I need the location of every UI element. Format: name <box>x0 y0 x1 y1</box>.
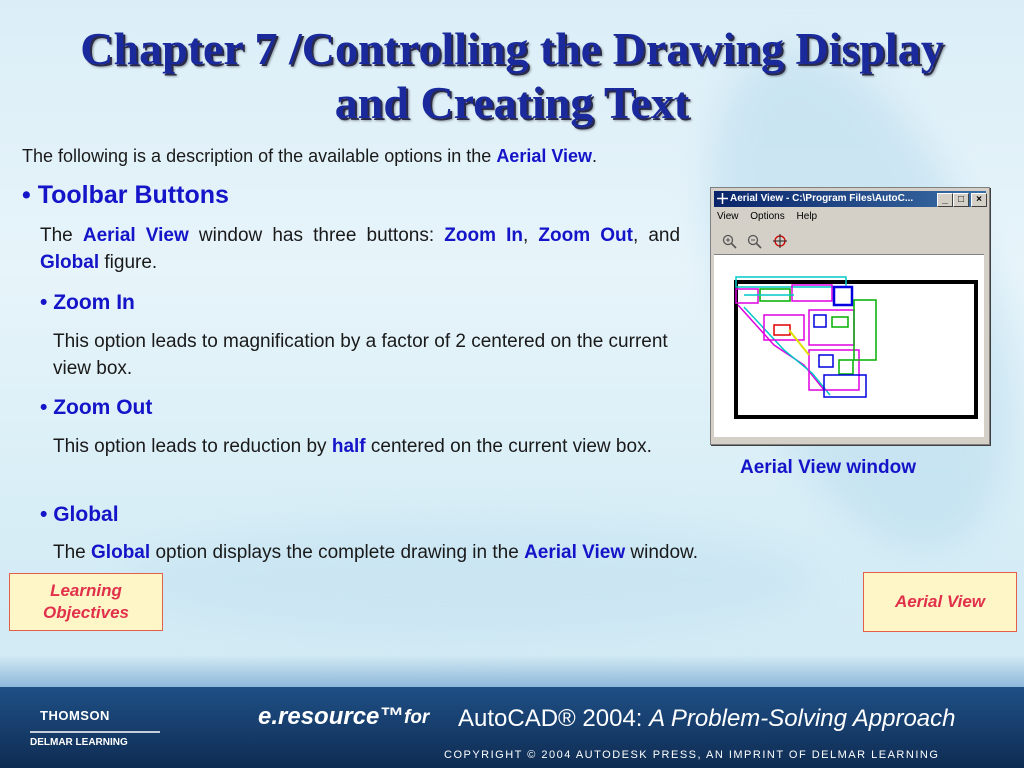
heading-text: Zoom Out <box>53 396 153 419</box>
bullet: • <box>40 396 48 419</box>
zoom-out-body <box>53 433 681 460</box>
body-text: , and <box>632 225 681 246</box>
title-line-1: Chapter 7 /Controlling the Drawing Display <box>80 23 944 74</box>
zoom-in-body: This option leads to magnification by a factor of 2 centered on the current view box. <box>53 331 668 379</box>
highlight-zoom-out: Zoom Out <box>538 225 633 246</box>
heading-text: Global <box>53 503 119 526</box>
zoom-in-heading <box>40 291 135 315</box>
highlight-aerial-view: Aerial View <box>524 542 626 563</box>
highlight-global: Global <box>91 542 151 563</box>
highlight-zoom-in: Zoom In <box>444 225 523 246</box>
global-icon[interactable] <box>772 233 790 249</box>
caption-text: window <box>846 457 916 478</box>
bullet: • <box>40 503 48 526</box>
body-text: window has three buttons: <box>198 225 435 246</box>
figure-caption <box>740 457 916 479</box>
logo-divider <box>30 729 160 735</box>
footer-for: for <box>404 707 430 728</box>
minimize-button[interactable]: _ <box>937 193 953 207</box>
highlight-global: Global <box>40 252 100 273</box>
zoom-out-icon[interactable] <box>746 233 764 249</box>
toolbar-buttons-heading <box>22 181 229 210</box>
body-text: , <box>522 225 529 246</box>
maximize-button[interactable]: □ <box>953 193 969 207</box>
highlight-half: half <box>331 436 366 457</box>
crosshair-icon <box>717 193 728 204</box>
body-text: This option leads to reduction by <box>53 436 327 457</box>
copyright-text: COPYRIGHT © 2004 AUTODESK PRESS, AN IMPRINT OF DELMAR LEARNING <box>444 749 940 761</box>
zoom-in-icon[interactable] <box>721 233 739 249</box>
window-title: Aerial View - C:\Program Files\AutoC... <box>730 193 914 204</box>
eresource-logo: e.resource™ <box>258 703 404 730</box>
body-text: The <box>40 225 73 246</box>
title-line-2: and Creating Text <box>334 77 690 128</box>
floor-plan-drawing <box>714 255 984 437</box>
heading-text: Toolbar Buttons <box>37 181 229 209</box>
delmar-learning-logo: DELMAR LEARNING <box>30 737 128 748</box>
global-heading <box>40 503 119 527</box>
body-text: option displays the complete drawing in the <box>155 542 519 563</box>
learning-objectives-button[interactable]: Learning Objectives <box>9 573 163 631</box>
intro-suffix: . <box>592 146 598 166</box>
body-text: centered on the current view box. <box>370 436 652 457</box>
intro-prefix: The following is a description of the available options in the <box>22 146 492 166</box>
heading-text: Zoom In <box>53 291 135 314</box>
aerial-view-canvas <box>714 254 984 437</box>
caption-highlight: Aerial View <box>740 457 842 478</box>
background-light-streak <box>120 520 820 640</box>
thomson-logo: THOMSON <box>40 708 110 723</box>
global-body <box>53 539 698 566</box>
aerial-view-button[interactable]: Aerial View <box>863 572 1017 632</box>
menu-options[interactable]: Options <box>750 211 785 222</box>
body-text: The <box>53 542 86 563</box>
body-text: figure. <box>104 252 158 273</box>
product-title <box>458 705 956 733</box>
highlight-aerial-view: Aerial View <box>82 225 189 246</box>
aerial-view-window-image <box>710 187 990 445</box>
body-text: window. <box>630 542 698 563</box>
window-menubar <box>717 211 826 222</box>
product-name: AutoCAD® 2004: <box>458 705 643 732</box>
close-button[interactable]: × <box>971 193 987 207</box>
zoom-out-heading <box>40 396 152 420</box>
page-title <box>0 22 1024 130</box>
menu-help[interactable]: Help <box>796 211 818 222</box>
bullet: • <box>22 181 31 209</box>
bullet: • <box>40 291 48 314</box>
window-toolbar <box>721 233 793 254</box>
product-subtitle: A Problem-Solving Approach <box>649 705 956 732</box>
menu-view[interactable]: View <box>717 211 739 222</box>
toolbar-buttons-body <box>40 222 680 276</box>
intro-highlight: Aerial View <box>496 146 593 166</box>
intro-text <box>22 143 597 170</box>
